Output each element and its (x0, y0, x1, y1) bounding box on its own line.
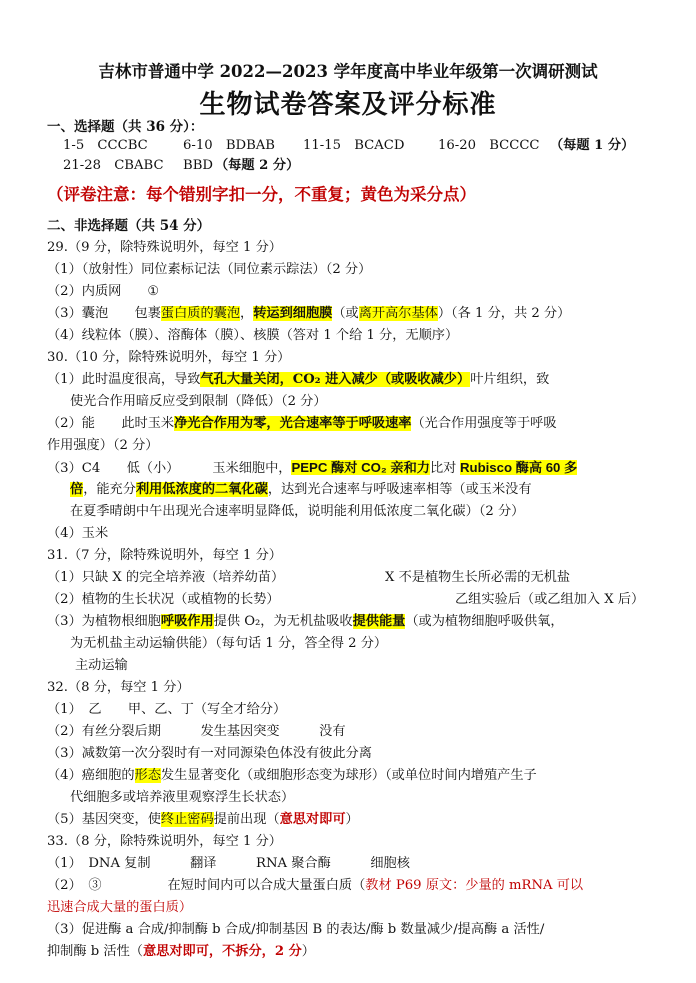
scoring-point: 蛋白质的囊泡 (160, 306, 241, 321)
q30-answer-3-cont (70, 481, 532, 499)
exam-title: 吉林市普通中学 2022—2023 学年度高中毕业年级第一次调研测试 (98, 62, 598, 81)
answer-text: （1）此时温度很高，导致 (47, 372, 201, 387)
q33-answer-1: （1） DNA 复制 翻译 RNA 聚合酶 细胞核 (47, 856, 410, 871)
scoring-point: 形态 (134, 768, 161, 783)
mc-score-note: （每题 2 分） (215, 158, 300, 173)
nonmc-section-header: 二、非选择题（共 54 分） (47, 218, 211, 234)
mc-group: BBD (183, 158, 213, 173)
answer-text: ） (345, 812, 359, 827)
q31-answer-3 (47, 613, 564, 631)
answer-text: 提前出现（ (213, 812, 280, 827)
q30-answer-3-cont: 在夏季晴朗中午出现光合速率明显降低，说明能利用低浓度二氧化碳）（2 分） (70, 504, 525, 519)
q29-answer-3 (47, 305, 570, 323)
answer-text: （5）基因突变，使 (47, 812, 161, 827)
scoring-point: 终止密码 (160, 812, 214, 827)
q31-answer-1 (47, 569, 570, 587)
q30-answer-2 (47, 415, 557, 433)
q32-answer-4-cont: 代细胞多或培养液里观察浮生长状态） (70, 790, 295, 805)
q32-answer-1: （1） 乙 甲、乙、丁（写全才给分） (47, 702, 287, 717)
answer-text: ，能充分 (83, 482, 136, 497)
mc-group: 11-15 BCACD (303, 138, 405, 153)
q30-answer-3 (47, 459, 577, 478)
mc-group: 6-10 BDBAB (183, 138, 275, 153)
answer-text: （3）为植物根细胞 (47, 614, 161, 629)
answer-text: ）（各 1 分，共 2 分） (437, 306, 571, 321)
q32-answer-2: （2）有丝分裂后期 发生基因突变 没有 (47, 724, 346, 739)
answer-text: （2）植物的生长状况（或植物的长势） (47, 592, 280, 607)
answer-text: ） (301, 944, 315, 959)
answer-text: X 不是植物生长所必需的无机盐 (385, 570, 571, 585)
mc-row-2 (63, 157, 299, 175)
q30-answer-1 (47, 371, 549, 389)
q31-answer-2 (47, 591, 644, 609)
answer-text: （2）内质网 (47, 284, 122, 299)
answer-text: （1）只缺 X 的完全培养液（培养幼苗） (47, 570, 285, 585)
answer-text: 比对 (429, 460, 460, 475)
grading-remark: 意思对即可 (279, 812, 346, 827)
scoring-point: PEPC 酶对 CO₂ 亲和力 (291, 460, 430, 475)
answer-text: （3）C4 低（小） 玉米细胞中， (47, 461, 292, 476)
answer-text: 叶片组织，致 (470, 372, 550, 387)
document-title: 生物试卷答案及评分标准 (199, 90, 497, 120)
q31-header: 31.（7 分，除特殊说明外，每空 1 分） (47, 548, 282, 563)
answer-text: 发生显著变化（或细胞形态变为球形）（或单位时间内增殖产生子 (160, 768, 537, 783)
scoring-point: 转运到细胞膜 (253, 306, 333, 321)
grading-note: （评卷注意：每个错别字扣一分，不重复；黄色为采分点） (47, 185, 476, 204)
textbook-reference: 教材 P69 原文：少量的 mRNA 可以 (365, 878, 584, 893)
answer-text: （2）能 此时玉米 (47, 416, 175, 431)
q33-header: 33.（8 分，除特殊说明外，每空 1 分） (47, 834, 282, 849)
answer-text: （或为植物细胞呼吸供氧， (405, 614, 564, 629)
q29-answer-1: （1）（放射性）同位素标记法（同位素示踪法）（2 分） (47, 262, 372, 277)
scoring-point: 净光合作用为零，光合速率等于呼吸速率 (174, 416, 412, 431)
mc-group: 16-20 BCCCC (438, 138, 540, 153)
q32-answer-4 (47, 767, 537, 785)
q32-answer-5 (47, 811, 359, 829)
q30-answer-2-cont: 作用强度）（2 分） (47, 438, 159, 453)
grading-remark: 意思对即可，不拆分，2 分 (142, 944, 302, 959)
mc-group: 1-5 CCCBC (63, 138, 148, 153)
answer-text: （或 (332, 306, 359, 321)
scoring-point: 倍 (70, 482, 84, 497)
answer-text: 抑制酶 b 活性（ (47, 944, 143, 959)
answer-text: ，达到光合速率与呼吸速率相等（或玉米没有 (267, 482, 532, 497)
q33-answer-3: （3）促进酶 a 合成/抑制酶 b 合成/抑制基因 B 的表达/酶 b 数量减少/提高酶 a 活性/ (47, 922, 545, 937)
q30-answer-1-cont: 使光合作用暗反应受到限制（降低）（2 分） (70, 394, 327, 409)
q29-answer-2 (47, 283, 159, 301)
scoring-point: 提供能量 (352, 614, 406, 629)
answer-text: 乙组实验后（或乙组加入 X 后） (455, 592, 645, 607)
q33-answer-3-cont (47, 943, 315, 961)
q29-header: 29.（9 分，除特殊说明外，每空 1 分） (47, 240, 282, 255)
q32-answer-3: （3）减数第一次分裂时有一对同源染色体没有彼此分离 (47, 746, 372, 761)
answer-text: （4）癌细胞的 (47, 768, 135, 783)
answer-text: ① (147, 284, 160, 299)
scoring-point: 利用低浓度的二氧化碳 (135, 482, 268, 497)
mc-row-1 (63, 137, 634, 155)
scoring-point: 气孔大量关闭，CO₂ 进入减少（或吸收减少） (200, 372, 471, 387)
answer-text: ， (240, 306, 254, 321)
q32-header: 32.（8 分，每空 1 分） (47, 680, 190, 695)
mc-score-note: （每题 1 分） (550, 138, 635, 153)
q33-answer-2 (47, 877, 583, 895)
mc-section-header: 一、选择题（共 36 分）： (47, 119, 204, 135)
answer-text: 提供 O₂，为无机盐吸收 (213, 614, 353, 629)
scoring-point: 离开高尔基体 (358, 306, 438, 321)
scoring-point: 呼吸作用 (160, 614, 214, 629)
q29-answer-4: （4）线粒体（膜）、溶酶体（膜）、核膜（答对 1 个给 1 分，无顺序） (47, 328, 459, 343)
q33-answer-2-cont: 迅速合成大量的蛋白质） (47, 900, 193, 915)
scoring-point: Rubisco 酶高 60 多 (460, 460, 578, 475)
q30-header: 30.（10 分，除特殊说明外，每空 1 分） (47, 350, 291, 365)
answer-text: （2） ③ 在短时间内可以合成大量蛋白质（ (47, 878, 366, 893)
mc-group: 21-28 CBABC (63, 158, 164, 173)
q31-answer-4: 主动运输 (75, 658, 128, 673)
q31-answer-3-cont: 为无机盐主动运输供能）（每句话 1 分，答全得 2 分） (70, 636, 388, 651)
answer-text: （3）囊泡 包裹 (47, 306, 161, 321)
q30-answer-4: （4）玉米 (47, 526, 109, 541)
answer-text: （光合作用强度等于呼吸 (411, 416, 557, 431)
